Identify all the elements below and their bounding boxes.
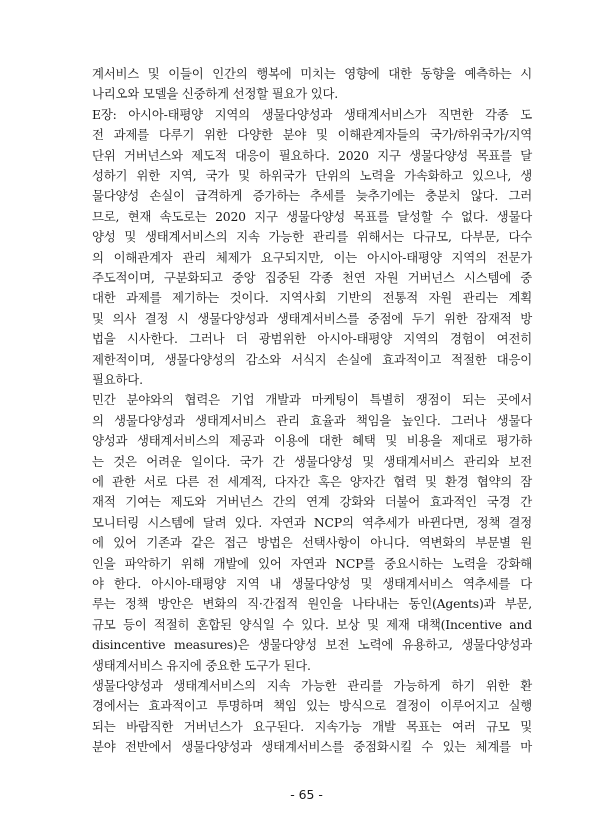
- text-line: 민간 분야와의 협력은 기업 개발과 마케팅이 특별히 쟁점이 되는 곳에서: [92, 392, 532, 408]
- text-line: 경에서는 효과적이고 투명하며 책임 있는 방식으로 결정이 이루어지고 실행: [92, 698, 532, 714]
- text-line: 전 과제를 다루기 위한 다양한 분야 및 이해관계자들의 국가/하위국가/지역: [92, 127, 532, 143]
- text-line: 물다양성 손실이 급격하게 증가하는 추세를 늦추기에는 충분치 않다. 그러: [92, 188, 532, 204]
- text-line: 의 이해관계자 관리 체제가 요구되지만, 이는 아시아-태평양 지역의 전문가: [92, 249, 532, 265]
- text-line: 규모 등이 적절히 혼합된 양식일 수 있다. 보상 및 제재 대책(Incentive and: [92, 616, 532, 632]
- text-line: 제한적이며, 생물다양성의 감소와 서식지 손실에 효과적이고 적절한 대응이: [92, 351, 532, 367]
- text-line: 에 있어 기존과 같은 접근 방법은 선택사항이 아니다. 역변화의 부문별 원: [92, 535, 532, 551]
- text-line: 모니터링 시스템에 달려 있다. 자연과 NCP의 역추세가 바뀐다면, 정책 결정: [92, 514, 532, 530]
- text-line: 에 관한 서로 다른 전 세계적, 다자간 혹은 양자간 협력 및 환경 협약의 잠: [92, 474, 532, 489]
- text-line: 인을 파악하기 위해 개발에 있어 자연과 NCP를 중요시하는 노력을 강화해: [92, 555, 532, 571]
- text-line: 계서비스 및 이들이 인간의 행복에 미치는 영향에 대한 동향을 예측하는 시: [92, 66, 532, 81]
- text-line: 루는 정책 방안은 변화의 직·간접적 원인을 나타내는 동인(Agents)과 부문,: [92, 596, 532, 612]
- text-line: 주도적이며, 구분화되고 중앙 집중된 각종 천연 자원 거버넌스 시스템에 중: [92, 270, 532, 285]
- text-line: E장: 아시아-태평양 지역의 생물다양성과 생태계서비스가 직면한 각종 도: [92, 106, 532, 122]
- text-line: 생태계서비스 유지에 중요한 도구가 된다.: [92, 657, 311, 673]
- text-line: 므로, 현재 속도로는 2020 지구 생물다양성 목표를 달성할 수 없다. 생물다: [92, 208, 532, 224]
- text-line: 대한 과제를 제기하는 것이다. 지역사회 기반의 전통적 자원 관리는 계획: [92, 290, 532, 306]
- text-line: 되는 바람직한 거버넌스가 요구된다. 지속가능 개발 목표는 여러 규모 및: [92, 718, 532, 734]
- text-line: 법을 시사한다. 그러나 더 광범위한 아시아-태평양 지역의 경험이 여전히: [92, 331, 532, 347]
- text-line: 의 생물다양성과 생태계서비스 관리 효율과 책임을 높인다. 그러나 생물다: [92, 412, 532, 428]
- text-line: 는 것은 어려운 일이다. 국가 간 생물다양성 및 생태계서비스 관리와 보전: [92, 453, 532, 469]
- text-line: 분야 전반에서 생물다양성과 생태계서비스를 중점화시킬 수 있는 체계를 마: [92, 739, 532, 755]
- text-line: 야 한다. 아시아-태평양 지역 내 생물다양성 및 생태계서비스 역추세를 다: [92, 576, 532, 591]
- text-line: 단위 거버넌스와 제도적 대응이 필요하다. 2020 지구 생물다양성 목표를 달: [92, 147, 532, 163]
- text-line: 필요하다.: [92, 372, 143, 387]
- text-line: 양성 및 생태계서비스의 지속 가능한 관리를 위해서는 다규모, 다부문, 다수: [92, 229, 532, 245]
- text-line: disincentive measures)은 생물다양성 보전 노력에 유용하고, 생물다양성과: [92, 637, 532, 653]
- text-line: 나리오와 모델을 신중하게 선정할 필요가 있다.: [92, 86, 339, 102]
- text-line: 양성과 생태계서비스의 제공과 이용에 대한 혜택 및 비용을 제대로 평가하: [92, 433, 532, 449]
- page-number: - 65 -: [290, 787, 323, 802]
- text-line: 성하기 위한 지역, 국가 및 하위국가 단위의 노력을 가속화하고 있으나, 생: [92, 168, 532, 183]
- text-line: 및 의사 결정 시 생물다양성과 생태계서비스를 중점에 두기 위한 잠재적 방: [92, 310, 532, 326]
- text-line: 재적 기여는 제도와 거버넌스 간의 연계 강화와 더불어 효과적인 국경 간: [92, 494, 532, 510]
- text-line: 생물다양성과 생태계서비스의 지속 가능한 관리를 가능하게 하기 위한 환: [92, 678, 532, 693]
